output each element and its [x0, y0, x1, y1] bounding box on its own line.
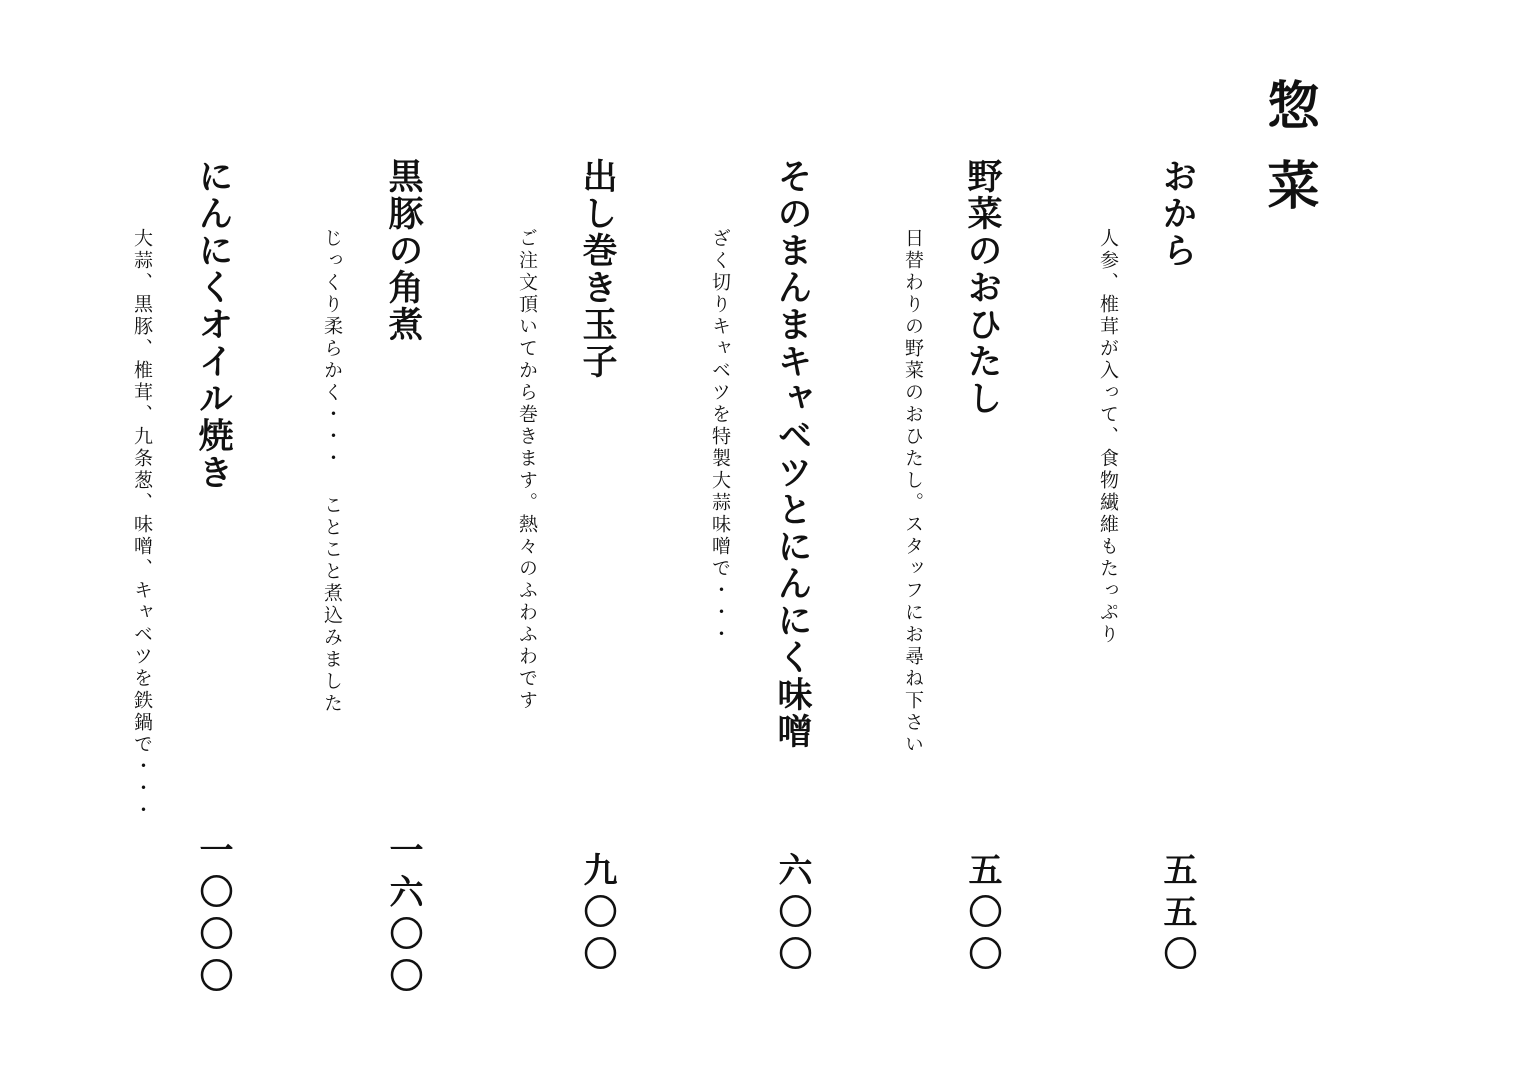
dish-name: そのまんまキャベツとにんにく味噌: [772, 158, 813, 750]
dish-price: 九〇〇: [577, 852, 617, 978]
dish-description: 人参、椎茸が入って、食物繊維もたっぷり: [1097, 228, 1119, 646]
dish-description: ざく切りキャベツを特製大蒜味噌で・・・: [709, 228, 731, 646]
dish-price: 一六〇〇: [383, 832, 423, 1000]
dish-name: 黒豚の角煮: [383, 158, 424, 343]
dish-name: にんにくオイル焼き: [193, 158, 234, 491]
dish-price: 五五〇: [1157, 852, 1197, 978]
dish-description: ご注文頂いてから巻きます。熱々のふわふわです: [516, 228, 538, 712]
dish-name: おから: [1157, 158, 1198, 269]
dish-description: 大蒜、黒豚、椎茸、九条葱、味噌、キャベツを鉄鍋で・・・: [131, 228, 153, 822]
dish-name: 野菜のおひたし: [962, 158, 1003, 417]
dish-price: 五〇〇: [962, 852, 1002, 978]
menu-title: 惣菜: [1258, 78, 1319, 238]
dish-price: 六〇〇: [772, 852, 812, 978]
dish-description: 日替わりの野菜のおひたし。スタッフにお尋ね下さい: [902, 228, 924, 756]
dish-price: 一〇〇〇: [193, 832, 233, 1000]
dish-description: じっくり柔らかく・・・ ことこと煮込みました: [321, 228, 343, 715]
dish-name: 出し巻き玉子: [577, 158, 618, 380]
